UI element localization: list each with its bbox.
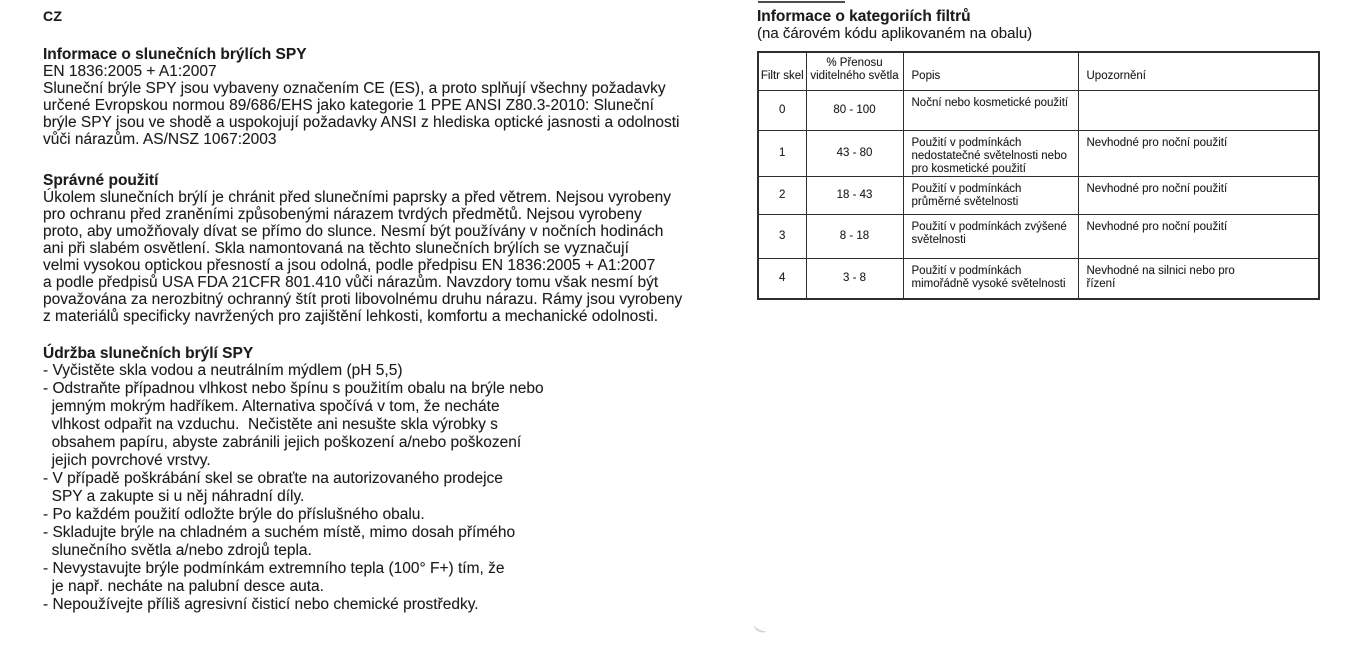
section-heading: Správné použití xyxy=(43,172,159,189)
text-line: - Odstraňte případnou vlhkost nebo špínu s použitím obalu na brýle nebo xyxy=(43,380,544,397)
column-header-description: Popis xyxy=(903,52,1078,90)
cell-warning xyxy=(1078,90,1319,130)
text-line: určené Evropskou normou 89/686/EHS jako kategorie 1 PPE ANSI Z80.3-2010: Sluneční xyxy=(43,97,654,114)
section-sunglasses-info xyxy=(43,46,743,148)
text-line: Sluneční brýle SPY jsou vybaveny označením CE (ES), a proto splňují všechny požadavky xyxy=(43,80,666,97)
cell-description xyxy=(903,258,1078,299)
cell-description xyxy=(903,214,1078,258)
table-row xyxy=(758,214,1319,258)
text-line: SPY a zakupte si u něj náhradní díly. xyxy=(43,488,305,505)
cell-transmission: 18 - 43 xyxy=(806,176,903,214)
cell-description xyxy=(903,130,1078,176)
cell-text: Noční nebo kosmetické použití xyxy=(911,96,1069,109)
column-header-filter: Filtr skel xyxy=(758,52,806,90)
section-body xyxy=(43,63,743,148)
table-row xyxy=(758,176,1319,214)
left-column xyxy=(43,8,743,614)
text-line: pro ochranu před zraněními způsobenými nárazem tvrdých předmětů. Nejsou vyrobeny xyxy=(43,206,642,223)
text-line: velmi vysokou optickou přesností a jsou odolná, podle předpisu EN 1836:2005 + A1:2007 xyxy=(43,257,656,274)
cell-warning xyxy=(1078,176,1319,214)
column-header-transmission: % Přenosu viditelného světla xyxy=(806,52,903,90)
language-code: CZ xyxy=(43,8,63,24)
text-line: EN 1836:2005 + A1:2007 xyxy=(43,63,217,80)
section-maintenance xyxy=(43,345,743,614)
filter-categories-subheading: (na čárovém kódu aplikovaném na obalu) xyxy=(757,25,1033,42)
text-line: - V případě poškrábání skel se obraťte na autorizovaného prodejce xyxy=(43,470,503,487)
cell-filter: 4 xyxy=(758,258,806,299)
text-line: brýle SPY jsou ve shodě a uspokojují požadavky ANSI z hlediska optické jasnosti a odolnosti xyxy=(43,114,680,131)
cell-text: Použití v podmínkách mimořádně vysoké světelnosti xyxy=(911,264,1066,290)
filter-categories-heading: Informace o kategoriích filtrů xyxy=(757,8,971,25)
section-correct-use xyxy=(43,172,743,325)
cell-transmission: 43 - 80 xyxy=(806,130,903,176)
text-line: - Nevystavujte brýle podmínkám extremního tepla (100° F+) tím, že xyxy=(43,560,505,577)
cell-filter: 3 xyxy=(758,214,806,258)
right-column xyxy=(757,8,1323,300)
section-body xyxy=(43,189,743,325)
table-header-row xyxy=(758,52,1319,90)
cell-filter: 1 xyxy=(758,130,806,176)
text-line: - Po každém použití odložte brýle do příslušného obalu. xyxy=(43,506,425,523)
cell-transmission: 8 - 18 xyxy=(806,214,903,258)
cell-text: Nevhodné pro noční použití xyxy=(1086,136,1228,149)
text-line: ani při slabém osvětlení. Skla namontovaná na těchto slunečních brýlích se vyznačují xyxy=(43,240,629,257)
cell-warning xyxy=(1078,130,1319,176)
text-line: jemným mokrým hadříkem. Alternativa spočívá v tom, že necháte xyxy=(43,398,500,415)
scan-artifact-line xyxy=(758,1,845,3)
text-line: proto, aby umožňovaly dívat se přímo do slunce. Nesmí být používány v nočních hodinách xyxy=(43,223,664,240)
text-line: Úkolem slunečních brýlí je chránit před slunečními paprsky a před větrem. Nejsou vyrobeny xyxy=(43,189,672,206)
cell-filter: 2 xyxy=(758,176,806,214)
cell-text: Použití v podmínkách zvýšené světelnosti xyxy=(911,220,1067,246)
section-body xyxy=(43,362,743,614)
text-line: obsahem papíru, abyste zabránili jejich poškození a/nebo poškození xyxy=(43,434,522,451)
cell-warning xyxy=(1078,258,1319,299)
cell-description xyxy=(903,176,1078,214)
text-line: jejich povrchové vrstvy. xyxy=(43,452,211,469)
cell-text: Nevhodné na silnici nebo pro řízení xyxy=(1086,264,1235,290)
text-line: je např. necháte na palubní desce auta. xyxy=(43,578,324,595)
table-row xyxy=(758,130,1319,176)
filter-category-table xyxy=(757,51,1320,300)
text-line: slunečního světla a/nebo zdrojů tepla. xyxy=(43,542,312,559)
scan-artifact-mark xyxy=(753,622,768,635)
table-row xyxy=(758,258,1319,299)
column-header-warning: Upozornění xyxy=(1078,52,1319,90)
cell-description xyxy=(903,90,1078,130)
cell-text: Nevhodné pro noční použití xyxy=(1086,220,1228,233)
cell-transmission: 3 - 8 xyxy=(806,258,903,299)
text-line: vůči nárazům. AS/NSZ 1067:2003 xyxy=(43,131,277,148)
section-heading: Informace o slunečních brýlích SPY xyxy=(43,46,307,63)
cell-text: Nevhodné pro noční použití xyxy=(1086,182,1228,195)
text-line: - Skladujte brýle na chladném a suchém místě, mimo dosah přímého xyxy=(43,524,516,541)
cell-filter: 0 xyxy=(758,90,806,130)
text-line: považována za nerozbitný ochranný štít proti libovolnému druhu nárazu. Rámy jsou vyrobeny xyxy=(43,291,683,308)
table-row xyxy=(758,90,1319,130)
text-line: - Vyčistěte skla vodou a neutrálním mýdlem (pH 5,5) xyxy=(43,362,403,379)
text-line: - Nepoužívejte příliš agresivní čisticí nebo chemické prostředky. xyxy=(43,596,479,613)
cell-transmission: 80 - 100 xyxy=(806,90,903,130)
text-line: a podle předpisů USA FDA 21CFR 801.410 vůči nárazům. Navzdory tomu však nesmí být xyxy=(43,274,659,291)
text-line: z materiálů specificky navržených pro zajištění lehkosti, komfortu a mechanické odolnosti. xyxy=(43,308,659,325)
section-heading: Údržba slunečních brýlí SPY xyxy=(43,345,254,362)
cell-warning xyxy=(1078,214,1319,258)
cell-text: Použití v podmínkách průměrné světelnosti xyxy=(911,182,1022,208)
cell-text: Použití v podmínkách nedostatečné světelnosti nebo pro kosmetické použití xyxy=(911,136,1067,175)
text-line: vlhkost odpařit na vzduchu. Nečistěte ani nesušte skla výrobky s xyxy=(43,416,498,433)
